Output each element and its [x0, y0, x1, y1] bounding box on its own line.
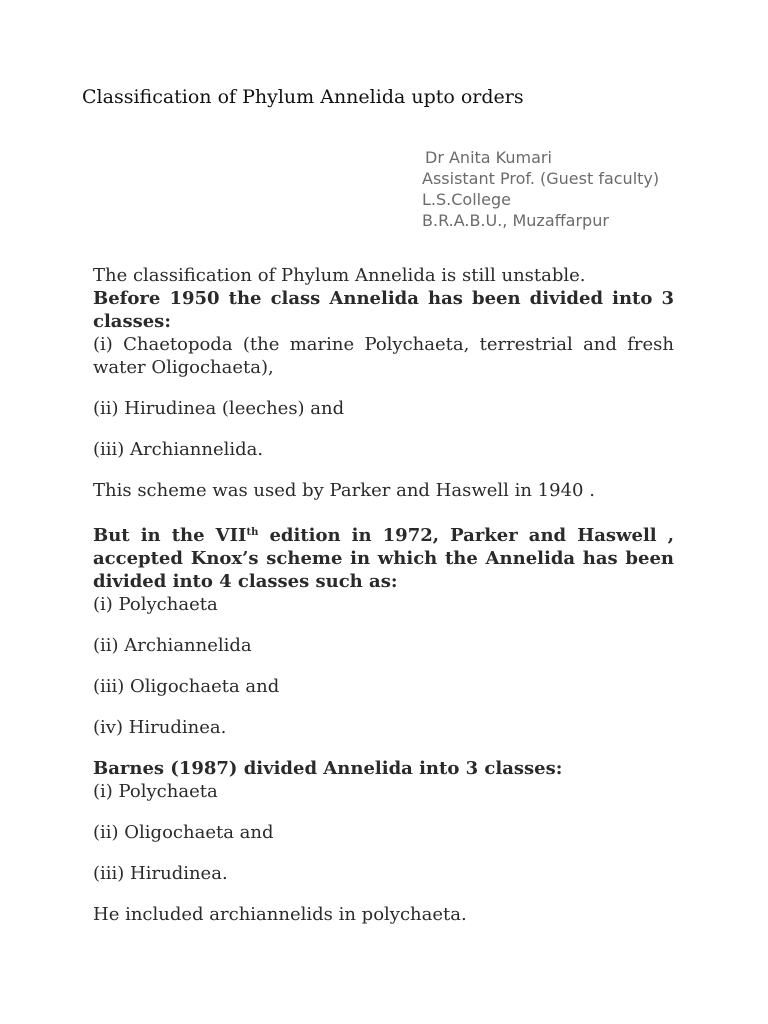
section1-item-1: (i) Chaetopoda (the marine Polychaeta, terrestrial and fresh water Oligochaeta), — [93, 334, 674, 378]
author-college: L.S.College — [422, 190, 511, 209]
section2-item-1: (i) Polychaeta — [93, 594, 218, 615]
section3-heading: Barnes (1987) divided Annelida into 3 classes: — [93, 758, 563, 779]
section1-note: This scheme was used by Parker and Haswell in 1940 . — [93, 480, 595, 501]
section2-heading-pre: But in the VII — [93, 525, 247, 546]
section3-item-2: (ii) Oligochaeta and — [93, 822, 274, 843]
section2-heading-post: edition in 1972, Parker and Haswell , accepted Knox’s scheme in which the Annelida has been divided into 4 classes such as: — [93, 525, 675, 592]
section1-heading: Before 1950 the class Annelida has been divided into 3 classes: — [93, 288, 674, 332]
author-block — [422, 147, 659, 231]
author-name: Dr Anita Kumari — [425, 148, 552, 167]
author-university: B.R.A.B.U., Muzaffarpur — [422, 211, 609, 230]
section1-item-3: (iii) Archiannelida. — [93, 439, 264, 460]
section2-item-3: (iii) Oligochaeta and — [93, 676, 280, 697]
section3-item-1: (i) Polychaeta — [93, 781, 218, 802]
section2-heading — [93, 524, 674, 593]
section2-item-2: (ii) Archiannelida — [93, 635, 252, 656]
section3-note: He included archiannelids in polychaeta. — [93, 904, 467, 925]
section2-heading-sup: th — [246, 527, 259, 538]
section3-item-3: (iii) Hirudinea. — [93, 863, 228, 884]
author-position: Assistant Prof. (Guest faculty) — [422, 169, 660, 188]
document-body — [93, 264, 674, 926]
document-title: Classification of Phylum Annelida upto orders — [82, 86, 524, 108]
section1-item-2: (ii) Hirudinea (leeches) and — [93, 398, 345, 419]
intro-paragraph: The classification of Phylum Annelida is still unstable. — [93, 265, 586, 286]
section2-item-4: (iv) Hirudinea. — [93, 717, 227, 738]
